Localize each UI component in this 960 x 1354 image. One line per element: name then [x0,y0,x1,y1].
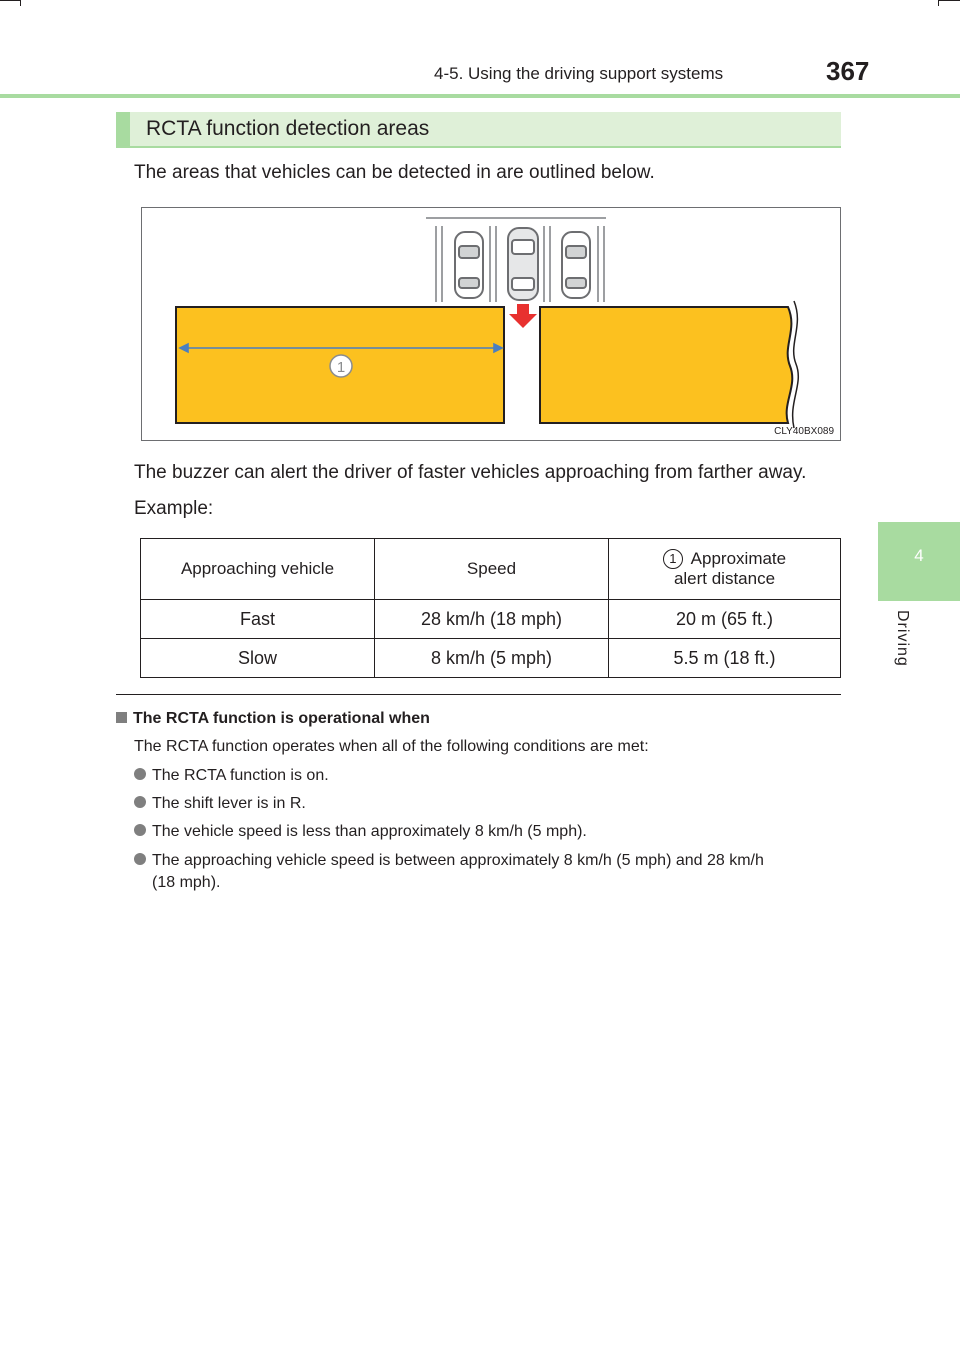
section-title: RCTA function detection areas [146,117,430,140]
header-alert-distance-line1: Approximate [690,549,787,568]
bullet-icon [134,796,146,808]
table-cell: 8 km/h (5 mph) [375,639,609,678]
list-item-text: The vehicle speed is less than approximately 8 km/h (5 mph). [152,823,587,840]
intro-text: The areas that vehicles can be detected in are outlined below. [134,162,655,183]
table-cell: Fast [141,600,375,639]
detection-area-diagram [141,207,841,441]
header-callout: 1 [663,549,683,569]
example-table [140,538,841,678]
table-cell: 5.5 m (18 ft.) [609,639,841,678]
operational-heading-text: The RCTA function is operational when [133,710,430,727]
parked-car-right [562,232,590,298]
header-alert-distance-line2: alert distance [673,569,776,588]
table-row [141,639,841,678]
section-divider [116,694,841,695]
operational-heading [116,710,430,728]
list-item [134,821,844,843]
callout-number: 1 [336,359,346,376]
own-vehicle [508,228,538,300]
crop-mark [938,0,960,1]
crop-mark [0,0,20,1]
header-speed: Speed [375,539,609,600]
header-section-title: 4-5. Using the driving support systems [434,64,724,83]
list-item-text: The RCTA function is on. [152,767,329,784]
chapter-number: 4 [914,546,924,565]
list-item [134,765,844,787]
chapter-label: Driving [894,610,911,667]
list-item-text: The shift lever is in R. [152,795,306,812]
square-bullet-icon [116,712,127,723]
detection-area-right [540,307,792,423]
header-rule [0,94,960,98]
example-label: Example: [134,498,214,519]
section-title-bar [116,112,841,148]
buzzer-text: The buzzer can alert the driver of faster vehicles approaching from farther away. [134,462,807,483]
table-row [141,600,841,639]
list-item [134,850,844,894]
bullet-icon [134,853,146,865]
list-item-text: The approaching vehicle speed is between approximately 8 km/h (5 mph) and 28 km/h [152,852,764,869]
header-approaching-vehicle: Approaching vehicle [141,539,375,600]
table-header-row [141,539,841,600]
list-item [134,793,844,815]
page-number: 367 [826,56,870,86]
chapter-tab[interactable] [878,522,960,601]
diagram-code: CLY40BX089 [774,426,834,437]
reverse-arrow [509,304,537,328]
table-cell: 28 km/h (18 mph) [375,600,609,639]
wavy-break [793,301,799,428]
crop-mark [20,0,21,6]
list-item-text-continued: (18 mph). [152,874,221,891]
table-cell: Slow [141,639,375,678]
operational-lead: The RCTA function operates when all of the following conditions are met: [134,738,649,755]
table-cell: 20 m (65 ft.) [609,600,841,639]
bullet-icon [134,824,146,836]
header-alert-distance [609,539,841,600]
parked-car-left [455,232,483,298]
bullet-icon [134,768,146,780]
